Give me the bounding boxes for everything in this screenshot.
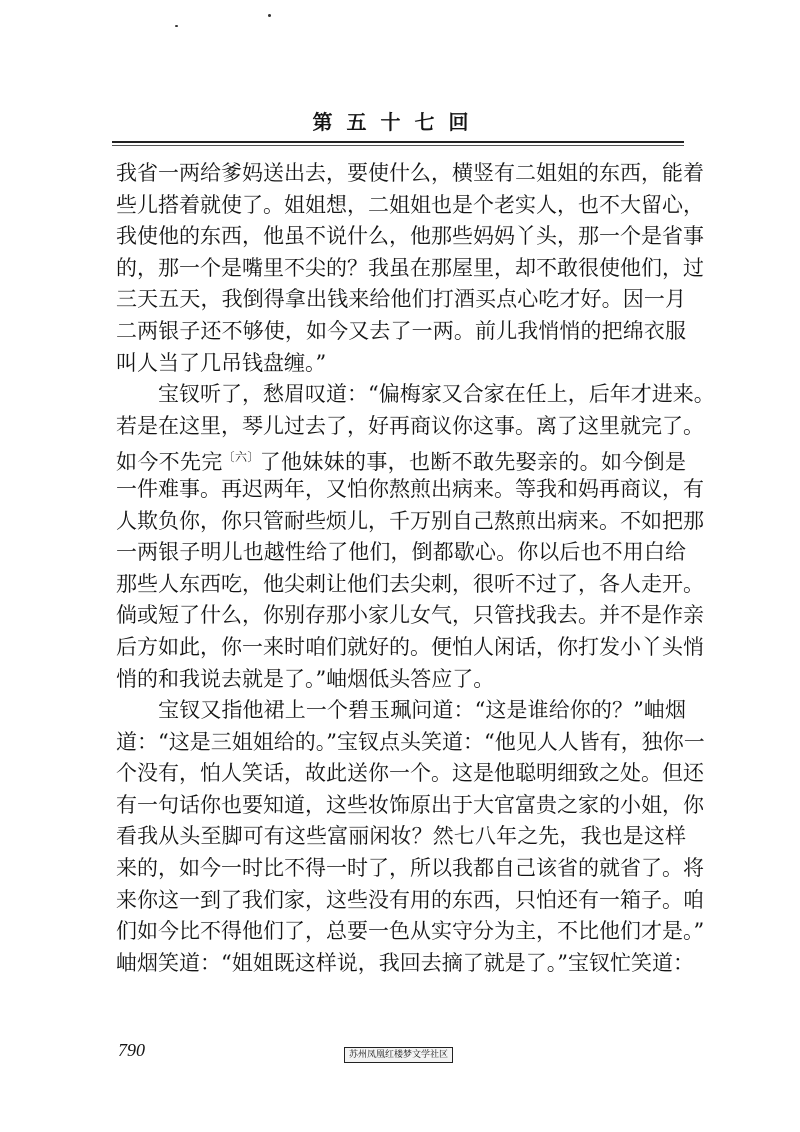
text-line: 的，那一个是嘴里不尖的？我虽在那屋里，却不敢很使他们，过 bbox=[116, 255, 704, 280]
scan-speck bbox=[175, 25, 178, 27]
text-line: 倘或短了什么，你别存那小家儿女气，只管找我去。并不是作亲 bbox=[116, 603, 704, 628]
watermark-stamp: 苏州凤凰红楼梦文学社区 bbox=[344, 1047, 453, 1063]
text-line: 我使他的东西，他虽不说什么，他那些妈妈丫头，那一个是省事 bbox=[116, 224, 704, 249]
text-line: 悄的和我说去就是了。”岫烟低头答应了。 bbox=[116, 666, 495, 691]
text-line bbox=[116, 442, 686, 474]
text-line: 们如今比不得他们了，总要一色从实守分为主，不比他们才是。” bbox=[116, 919, 705, 944]
page-number: 790 bbox=[118, 1040, 145, 1060]
body-text bbox=[116, 158, 715, 979]
text-line: 那些人东西吃，他尖刺让他们去尖刺，很听不过了，各人走开。 bbox=[116, 571, 704, 596]
text-line: 来你这一到了我们家，这些没有用的东西，只怕还有一箱子。咱 bbox=[116, 887, 704, 912]
footnote-ref: 〔六〕 bbox=[222, 450, 260, 465]
text-line: 一两银子明儿也越性给了他们，倒都歇心。你以后也不用白给 bbox=[116, 540, 686, 565]
text-line: 宝钗又指他裙上一个碧玉珮问道：“这是谁给你的？”岫烟 bbox=[116, 698, 686, 723]
text-line: 一件难事。再迟两年，又怕你熬煎出病来。等我和妈再商议，有 bbox=[116, 476, 704, 501]
header-rule bbox=[112, 141, 684, 143]
text-line: 看我从头至脚可有这些富丽闲妆？然七八年之先，我也是这样 bbox=[116, 824, 686, 849]
text-line: 有一句话你也要知道，这些妆饰原出于大官富贵之家的小姐，你 bbox=[116, 792, 704, 817]
scan-speck bbox=[268, 14, 271, 17]
chapter-header: 第五十七回 bbox=[312, 110, 483, 134]
text-line: 道：“这是三姐姐给的。”宝钗点头笑道：“他见人人皆有，独你一 bbox=[116, 729, 705, 754]
text-line: 来的，如今一时比不得一时了，所以我都自己该省的就省了。将 bbox=[116, 856, 704, 881]
text-line: 宝钗听了，愁眉叹道：“偏梅家又合家在任上，后年才进来。 bbox=[116, 382, 715, 407]
text-line: 岫烟笑道：“姐姐既这样说，我回去摘了就是了。”宝钗忙笑道： bbox=[116, 950, 694, 975]
text-segment: 如今不先完 bbox=[116, 450, 223, 475]
text-line: 后方如此，你一来时咱们就好的。便怕人闲话，你打发小丫头悄 bbox=[116, 634, 704, 659]
header-rule-thin bbox=[112, 145, 684, 146]
text-line: 叫人当了几吊钱盘缠。” bbox=[116, 350, 327, 375]
text-line: 个没有，怕人笑话，故此送你一个。这是他聪明细致之处。但还 bbox=[116, 761, 704, 786]
text-line: 些儿搭着就使了。姐姐想，二姐姐也是个老实人，也不大留心， bbox=[116, 192, 704, 217]
text-line: 二两银子还不够使，如今又去了一两。前儿我悄悄的把绵衣服 bbox=[116, 318, 686, 343]
text-line: 三天五天，我倒得拿出钱来给他们打酒买点心吃才好。因一月 bbox=[116, 287, 686, 312]
text-line: 我省一两给爹妈送出去，要使什么，横竖有二姐姐的东西，能着 bbox=[116, 161, 704, 185]
text-line: 人欺负你，你只管耐些烦儿，千万别自己熬煎出病来。不如把那 bbox=[116, 508, 704, 533]
text-line: 若是在这里，琴儿过去了，好再商议你这事。离了这里就完了。 bbox=[116, 413, 704, 438]
text-segment: 了他妹妹的事，也断不敢先娶亲的。如今倒是 bbox=[259, 450, 686, 475]
